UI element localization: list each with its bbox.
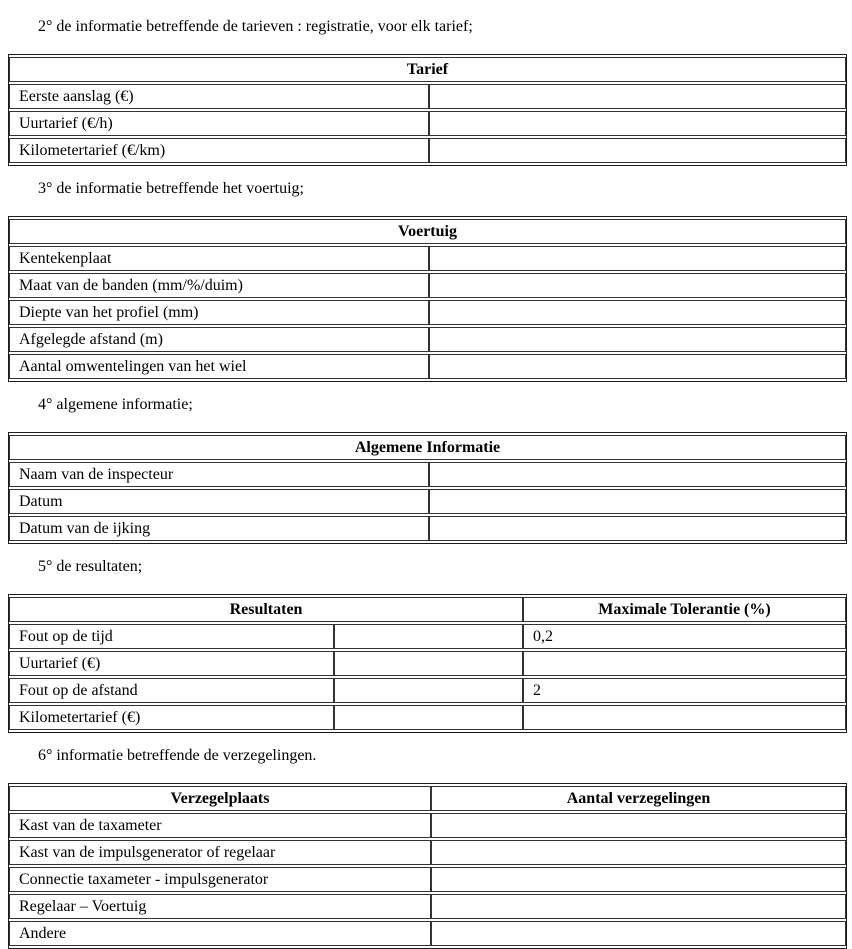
verzegelplaats-title: Verzegelplaats — [9, 786, 431, 811]
row-value-cell — [429, 489, 846, 514]
table-row — [9, 84, 846, 109]
row-value-cell — [334, 705, 523, 730]
row-label-cell: Connectie taxameter - impulsgenerator — [9, 867, 431, 892]
row-label-cell: Uurtarief (€/h) — [9, 111, 429, 136]
row-tolerance-cell: 0,2 — [523, 624, 846, 649]
table-row — [9, 138, 846, 163]
section-intro-voertuig: 3° de informatie betreffende het voertuig; — [38, 180, 304, 197]
row-value-cell — [431, 894, 846, 919]
row-label-cell: Uurtarief (€) — [9, 651, 334, 676]
table-row — [9, 111, 846, 136]
row-value-cell — [431, 867, 846, 892]
table-row — [9, 894, 846, 919]
table-row — [9, 678, 846, 703]
verzegelingen-table — [8, 783, 847, 949]
verzegelingen-header-row — [9, 786, 846, 811]
row-label-cell: Datum van de ijking — [9, 516, 429, 541]
row-label-cell: Andere — [9, 921, 431, 946]
algemene-informatie-table — [8, 432, 847, 544]
row-label-cell: Diepte van het profiel (mm) — [9, 300, 429, 325]
voertuig-table — [8, 216, 847, 382]
table-row — [9, 921, 846, 946]
row-value-cell — [429, 300, 846, 325]
row-value-cell — [334, 624, 523, 649]
row-label-cell: Datum — [9, 489, 429, 514]
section-intro-tarieven: 2° de informatie betreffende de tarieven : registratie, voor elk tarief; — [38, 18, 473, 35]
algemene-informatie-table-title: Algemene Informatie — [9, 435, 846, 460]
row-value-cell — [429, 246, 846, 271]
row-value-cell — [431, 840, 846, 865]
table-row — [9, 516, 846, 541]
table-row — [9, 705, 846, 730]
table-row — [9, 273, 846, 298]
row-label-cell: Eerste aanslag (€) — [9, 84, 429, 109]
row-label-cell: Fout op de afstand — [9, 678, 334, 703]
table-row — [9, 867, 846, 892]
table-row — [9, 651, 846, 676]
row-value-cell — [429, 84, 846, 109]
table-row — [9, 300, 846, 325]
table-row — [9, 624, 846, 649]
resultaten-header-row — [9, 597, 846, 622]
section-intro-resultaten: 5° de resultaten; — [38, 558, 143, 575]
table-row — [9, 327, 846, 352]
row-label-cell: Regelaar – Voertuig — [9, 894, 431, 919]
table-row — [9, 246, 846, 271]
table-row — [9, 489, 846, 514]
row-label-cell: Fout op de tijd — [9, 624, 334, 649]
row-tolerance-cell — [523, 705, 846, 730]
row-label-cell: Aantal omwentelingen van het wiel — [9, 354, 429, 379]
table-row — [9, 354, 846, 379]
row-label-cell: Afgelegde afstand (m) — [9, 327, 429, 352]
row-value-cell — [429, 462, 846, 487]
row-tolerance-cell — [523, 651, 846, 676]
row-value-cell — [334, 678, 523, 703]
tarief-table — [8, 54, 847, 166]
row-value-cell — [431, 921, 846, 946]
row-value-cell — [429, 138, 846, 163]
table-row — [9, 462, 846, 487]
row-label-cell: Kentekenplaat — [9, 246, 429, 271]
section-intro-algemene-informatie: 4° algemene informatie; — [38, 396, 193, 413]
row-label-cell: Kast van de taxameter — [9, 813, 431, 838]
voertuig-header-row — [9, 219, 846, 244]
aantal-verzegelingen-title: Aantal verzegelingen — [431, 786, 846, 811]
tarief-table-title: Tarief — [9, 57, 846, 82]
table-row — [9, 813, 846, 838]
resultaten-table-title: Resultaten — [9, 597, 523, 622]
row-value-cell — [429, 111, 846, 136]
row-value-cell — [334, 651, 523, 676]
row-value-cell — [429, 516, 846, 541]
voertuig-table-title: Voertuig — [9, 219, 846, 244]
row-value-cell — [431, 813, 846, 838]
maximale-tolerantie-title: Maximale Tolerantie (%) — [523, 597, 846, 622]
row-label-cell: Maat van de banden (mm/%/duim) — [9, 273, 429, 298]
row-label-cell: Kilometertarief (€/km) — [9, 138, 429, 163]
table-row — [9, 840, 846, 865]
row-tolerance-cell: 2 — [523, 678, 846, 703]
section-intro-verzegelingen: 6° informatie betreffende de verzegelingen. — [38, 747, 317, 764]
row-label-cell: Kast van de impulsgenerator of regelaar — [9, 840, 431, 865]
algemene-informatie-header-row — [9, 435, 846, 460]
tarief-header-row — [9, 57, 846, 82]
row-value-cell — [429, 327, 846, 352]
row-label-cell: Kilometertarief (€) — [9, 705, 334, 730]
resultaten-table — [8, 594, 847, 733]
row-value-cell — [429, 273, 846, 298]
row-value-cell — [429, 354, 846, 379]
row-label-cell: Naam van de inspecteur — [9, 462, 429, 487]
